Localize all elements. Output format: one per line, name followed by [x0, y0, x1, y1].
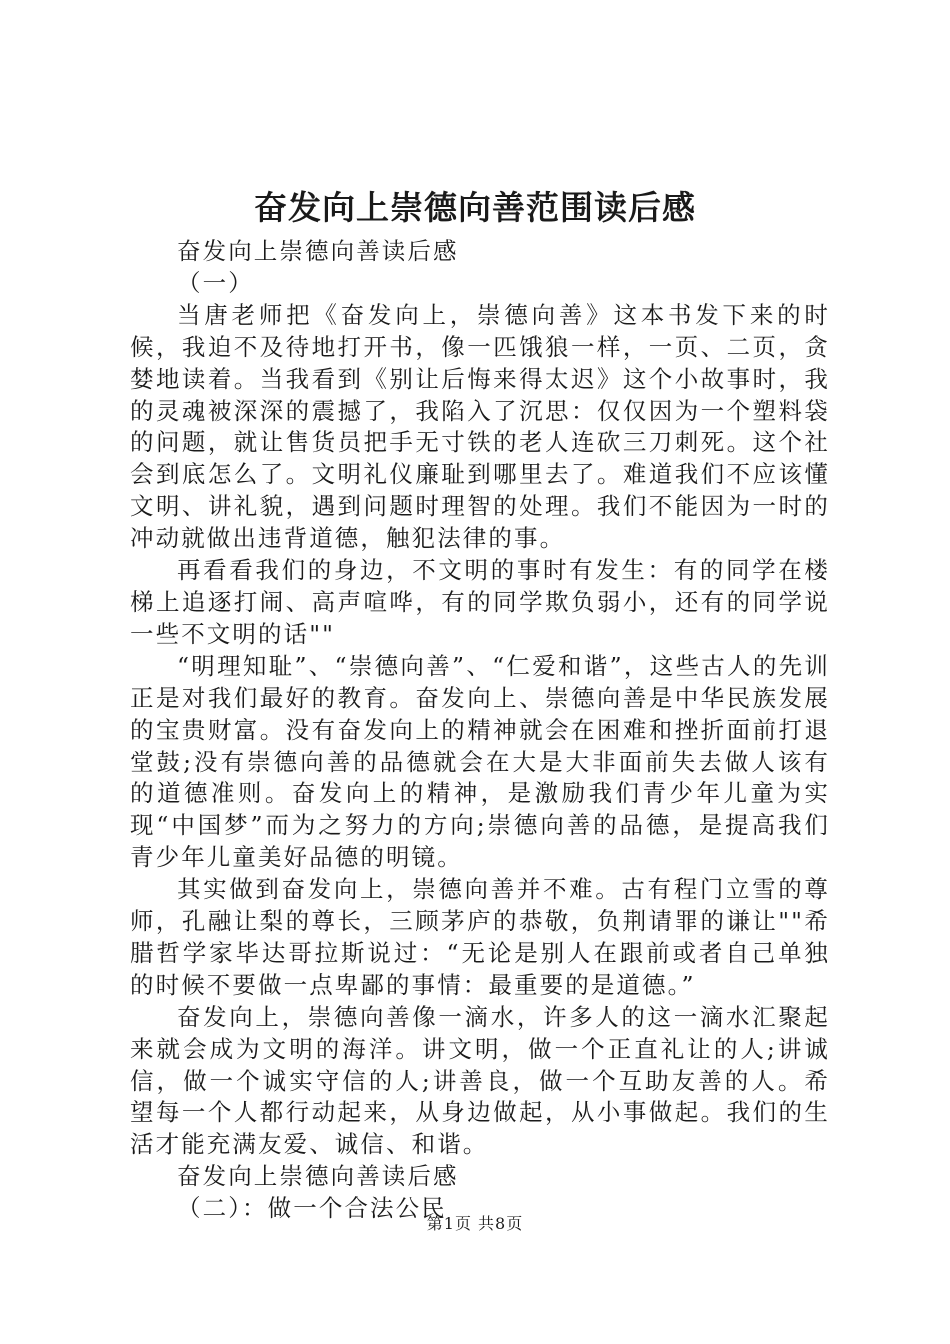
- paragraph: “明理知耻”、“崇德向善”、“仁爱和谐”，这些古人的先训正是对我们最好的教育。奋发向上、崇德向善是中华民族发展的宝贵财富。没有奋发向上的精神就会在困难和挫折面前打退堂鼓;没有崇德向善的品德就会在大是大非面前失去做人该有的道德准则。奋发向上的精神，是激励我们青少年儿童为实现“中国梦”而为之努力的方向;崇德向善的品德，是提高我们青少年儿童美好品德的明镜。: [130, 651, 830, 872]
- paragraph: 再看看我们的身边，不文明的事时有发生：有的同学在楼梯上追逐打闹、高声喧哗，有的同学欺负弱小，还有的同学说一些不文明的话"": [130, 556, 830, 648]
- paragraph-subtitle-1: 奋发向上崇德向善读后感: [177, 237, 459, 265]
- paragraph-section-1: （一）: [177, 268, 254, 297]
- paragraph: 其实做到奋发向上，崇德向善并不难。古有程门立雪的尊师，孔融让梨的尊长，三顾茅庐的恭敬，负荆请罪的谦让""希腊哲学家毕达哥拉斯说过：“无论是别人在跟前或者自己单独的时候不要做一点卑鄙的事情：最重要的是道德。”: [130, 875, 830, 999]
- document-body: [130, 236, 830, 1225]
- paragraph-section-2: （二）：做一个合法公民: [177, 1194, 447, 1223]
- paragraph: 当唐老师把《奋发向上，崇德向善》这本书发下来的时候，我迫不及待地打开书，像一匹饿狼一样，一页、二页，贪婪地读着。当我看到《别让后悔来得太迟》这个小故事时，我的灵魂被深深的震撼了，我陷入了沉思：仅仅因为一个塑料袋的问题，就让售货员把手无寸铁的老人连砍三刀刺死。这个社会到底怎么了。文明礼仪廉耻到哪里去了。难道我们不应该懂文明、讲礼貌，遇到问题时理智的处理。我们不能因为一时的冲动就做出违背道德，触犯法律的事。: [130, 300, 830, 553]
- paragraph: 奋发向上，崇德向善像一滴水，许多人的这一滴水汇聚起来就会成为文明的海洋。讲文明，做一个正直礼让的人;讲诚信，做一个诚实守信的人;讲善良，做一个互助友善的人。希望每一个人都行动起来，从身边做起，从小事做起。我们的生活才能充满友爱、诚信、和谐。: [130, 1002, 830, 1159]
- paragraph-subtitle-2: 奋发向上崇德向善读后感: [177, 1162, 459, 1191]
- page-number-footer: 第1页 共8页: [426, 1214, 524, 1233]
- document-title: 奋发向上崇德向善范围读后感: [254, 188, 696, 227]
